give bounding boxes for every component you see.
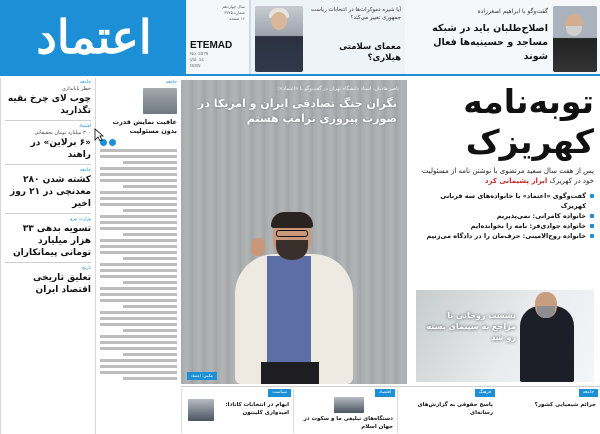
section-label: فرهنگ	[475, 389, 495, 397]
photo-credit: عکس: اعتماد	[187, 372, 217, 380]
teaser-photo	[553, 6, 597, 72]
sub-feature-caption: نشست روحانی با مراجع به سینمای بسته رو شد	[426, 311, 516, 342]
item-headline: «۶ برلاین» در راهند	[30, 138, 91, 160]
latin-meta-3: ISSN	[190, 63, 201, 68]
bottom-headline: دستگاه‌های تبلیغی ما و سکوت در جهان اسلام	[303, 416, 393, 430]
section-label: جامعه	[579, 389, 598, 397]
item-headline: چوب لای چرخ بقیه تگذارید	[7, 94, 91, 116]
teaser-headline: اصلاح‌طلبان باید در شبکه مساجد و حسینیه‌ها فعال شوند	[432, 23, 548, 62]
mouse-cursor-icon	[94, 128, 104, 142]
news-item[interactable]	[5, 168, 91, 210]
item-headline: کشته شدن ۲۸۰ معدنچی در ۲۱ روز اخیر	[10, 175, 91, 209]
latin-meta-1: No. 3375	[190, 51, 209, 56]
section-label: وزارت نیرو	[70, 217, 91, 222]
item-headline: تسویه بدهی ۳۳ هزار میلیارد تومانی پیمانکاران	[13, 224, 91, 258]
lead-headline[interactable]: توبه‌نامه کهریزک	[463, 82, 594, 161]
bottom-item[interactable]	[181, 389, 293, 433]
item-headline: تعلیق تاریخی اقتصاد ایران	[33, 273, 91, 295]
divider	[5, 213, 91, 214]
divider	[5, 262, 91, 263]
section-label: سیاست	[268, 389, 291, 397]
teaser-kicker: گفت‌وگو با ابراهیم اصغرزاده	[477, 8, 548, 15]
section-label: اقتصاد	[78, 124, 91, 129]
author-photo	[143, 88, 177, 114]
feature-headline: نگران جنگ تصادفی ایران و امریکا در صورت پیروزی ترامپ هستم	[197, 97, 397, 125]
lead-story	[410, 78, 600, 384]
teaser-photo	[255, 6, 303, 72]
divider	[5, 120, 91, 121]
issue-info	[186, 0, 250, 74]
latin-meta-2: Vol. 14	[190, 57, 204, 62]
sub-feature-photo[interactable]	[416, 290, 594, 382]
lead-bullets	[416, 191, 594, 241]
section-label: تاریخ	[82, 266, 91, 271]
section-label: جامعه	[79, 80, 91, 85]
teaser-kicker: آیا شیره دموکرات‌ها در انتخابات ریاست جمهوری تغییر می‌کند؟	[310, 7, 401, 21]
thumbnail	[188, 399, 214, 421]
item-kicker: ۳۰۰ میلیارد تومان تحقیقاتی	[34, 130, 91, 136]
news-item[interactable]	[5, 124, 91, 161]
bullet-item[interactable]: خانواده روح‌الامینی: حرف‌مان را در دادگاه می‌زنیم	[416, 231, 594, 241]
lead-text: پس از هفت سال سعید مرتضوی با نوشتن نامه از مسئولیت خود در کهریزک	[421, 167, 594, 185]
issue-meta-2: شماره ۳۳۷۵	[224, 10, 245, 15]
news-item[interactable]	[5, 80, 91, 117]
glasses-icon	[276, 230, 308, 237]
lead-highlight: ابراز پشیمانی کرد	[484, 177, 548, 185]
left-news-column	[0, 78, 95, 434]
news-item[interactable]	[5, 217, 91, 259]
feature-photo-story[interactable]	[181, 80, 407, 384]
issue-meta-1: سال چهاردهم	[222, 4, 245, 9]
bottom-item[interactable]	[293, 389, 397, 433]
teaser-headline: معمای سلامتی هیلاری؟	[339, 42, 401, 63]
issue-meta-3: ۱۶ صفحه	[229, 16, 245, 21]
bottom-headline: ابهام در انتخابات کانادا: امیدواری کلینتون	[225, 402, 289, 416]
section-label: جامعه	[165, 80, 177, 85]
bottom-item[interactable]	[497, 389, 600, 433]
quote-marks-icon	[100, 139, 177, 146]
opinion-headline[interactable]: عاقبت نمایش قدرت بدون مسئولیت	[112, 118, 177, 135]
latin-title: ETEMAD	[190, 40, 233, 51]
bullet-item[interactable]: خانواده جوادی‌فر: نامه را نخوانده‌ایم	[416, 221, 594, 231]
portrait-figure	[221, 212, 371, 384]
section-label: اقتصاد	[375, 389, 395, 397]
bullet-item[interactable]: گفت‌وگوی «اعتماد» با خانواده‌های سه قربانی کهریزک	[416, 191, 594, 211]
bottom-strip	[181, 386, 600, 434]
news-item[interactable]	[5, 266, 91, 296]
item-kicker: خطر ناپایداری	[61, 86, 91, 92]
section-label: جامعه	[79, 168, 91, 173]
teaser-hillary[interactable]	[250, 0, 405, 74]
thumbnail	[334, 397, 364, 413]
body-text-placeholder	[100, 149, 177, 380]
feature-kicker: ناصر هادیان، استاد دانشگاه تهران در گفت‌وگو با «اعتماد»:	[277, 86, 399, 92]
bottom-headline: پاسخ حقوقی به گزارش‌های رسانه‌ای	[417, 402, 493, 416]
masthead-logo: اعتماد	[36, 10, 152, 64]
bottom-headline: جرائم شیمیایی کشور؟	[534, 402, 596, 408]
lead-paragraph	[416, 166, 594, 186]
speaker-figure	[520, 306, 574, 382]
divider	[5, 164, 91, 165]
bullet-item[interactable]: خانواده کامرانی: نمی‌پذیریم	[416, 211, 594, 221]
bottom-item[interactable]	[397, 389, 497, 433]
masthead	[0, 0, 186, 74]
opinion-column	[95, 78, 181, 434]
teaser-interview[interactable]	[405, 0, 600, 74]
header-divider	[0, 74, 600, 76]
